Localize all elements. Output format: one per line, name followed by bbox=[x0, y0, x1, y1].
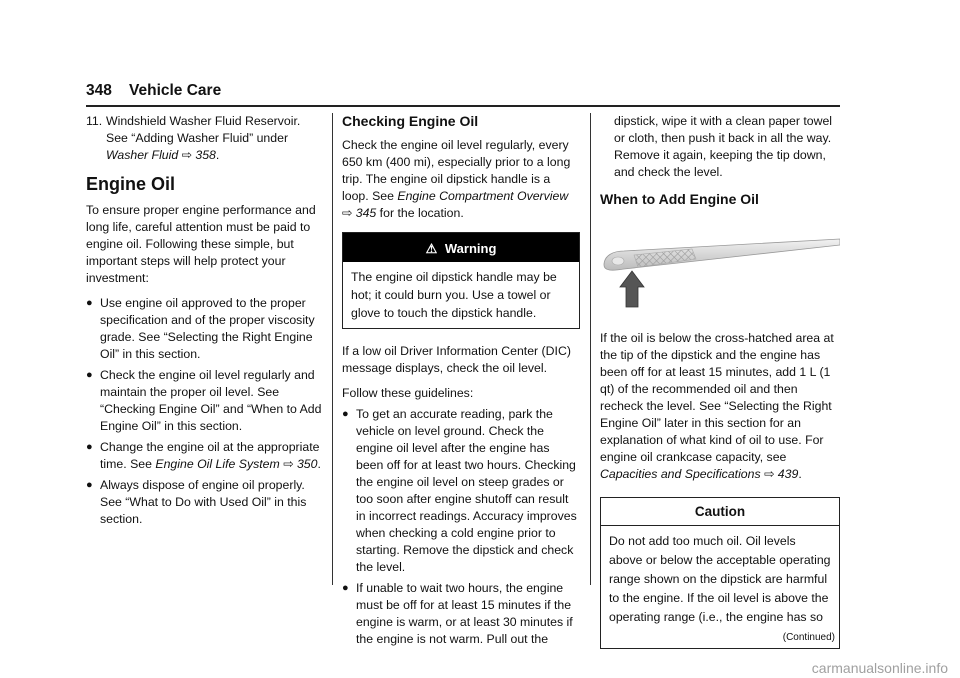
paragraph-text: Check the engine oil level regularly, every 650 km (400 mi), especially prior to a long trip. The engine oil dipstick handle is a loop. See bbox=[342, 138, 571, 203]
paragraph-text: for the location. bbox=[376, 206, 464, 220]
item-number: 11. bbox=[86, 114, 103, 128]
list-item-11 bbox=[86, 113, 322, 164]
page-ref-arrow-icon: ⇨ bbox=[342, 206, 353, 220]
warning-title: Warning bbox=[444, 241, 497, 256]
punctuation: . bbox=[317, 457, 321, 471]
page-header bbox=[86, 78, 840, 106]
list-item bbox=[86, 477, 322, 528]
section-title: Vehicle Care bbox=[129, 82, 222, 99]
caution-box bbox=[600, 497, 840, 649]
continued-label: (Continued) bbox=[782, 632, 835, 643]
punctuation: . bbox=[798, 467, 802, 481]
cross-reference[interactable]: Engine Compartment Overview bbox=[397, 189, 569, 203]
paragraph bbox=[600, 330, 840, 483]
page-ref-link[interactable]: 439 bbox=[777, 467, 799, 481]
list-item bbox=[86, 367, 322, 435]
warning-text: The engine oil dipstick handle may be hot; it could burn you. Use a towel or glove to touch the dipstick handle. bbox=[351, 270, 557, 320]
page-ref-link[interactable]: 358 bbox=[195, 148, 216, 162]
page-ref-link[interactable]: 350 bbox=[296, 457, 318, 471]
page-ref-arrow-icon: ⇨ bbox=[181, 148, 192, 162]
cross-reference[interactable]: Washer Fluid bbox=[106, 148, 179, 162]
continued-text: dipstick, wipe it with a clean paper towel or cloth, then push it back in all the way. Remove it again, keeping the tip down, and check the level. bbox=[614, 114, 833, 179]
page-ref-arrow-icon: ⇨ bbox=[283, 457, 294, 471]
warning-header bbox=[343, 233, 579, 262]
heading-when-to-add-engine-oil: When to Add Engine Oil bbox=[600, 191, 759, 207]
item-text: Windshield Washer Fluid Reservoir. See “Adding Washer Fluid” under bbox=[106, 114, 301, 145]
caution-title: Caution bbox=[601, 498, 839, 526]
bullet-text: Always dispose of engine oil properly. See “What to Do with Used Oil” in this section. bbox=[100, 478, 307, 526]
warning-box bbox=[342, 232, 580, 329]
cross-reference[interactable]: Capacities and Specifications bbox=[600, 467, 761, 481]
bullet-text: Use engine oil approved to the proper specification and of the proper viscosity grade. See “Selecting the Right Engine Oil” in this section. bbox=[100, 296, 315, 361]
bullet-icon: ● bbox=[342, 582, 349, 594]
cross-reference[interactable]: Engine Oil Life System bbox=[155, 457, 280, 471]
page-number: 348 bbox=[86, 82, 112, 99]
punctuation: . bbox=[215, 148, 220, 162]
intro-paragraph: To ensure proper engine performance and long life, careful attention must be paid to engine oil. Following these simple, but important steps will help protect your investment: bbox=[86, 203, 316, 285]
bullet-icon: ● bbox=[86, 441, 93, 453]
paragraph bbox=[342, 137, 580, 222]
list-item bbox=[342, 580, 580, 648]
column-2 bbox=[342, 113, 580, 652]
column-3 bbox=[600, 113, 840, 649]
column-1 bbox=[86, 113, 322, 532]
paragraph: Follow these guidelines: bbox=[342, 386, 474, 400]
bullet-text: Check the engine oil level regularly and maintain the proper oil level. See “Checking Engine Oil” and “When to Add Engine Oil” in this section. bbox=[100, 368, 322, 433]
bullet-text: If unable to wait two hours, the engine must be off for at least 15 minutes if the engine is warm, or at least 30 minutes if the engine is not warm. Pull out the bbox=[356, 581, 573, 646]
header-rule bbox=[86, 105, 840, 107]
bullet-icon: ● bbox=[86, 369, 93, 381]
bullet-text: Change the engine oil at the appropriate time. See bbox=[100, 440, 320, 471]
list-item bbox=[342, 406, 580, 576]
column-divider bbox=[590, 113, 591, 585]
paragraph: If a low oil Driver Information Center (DIC) message displays, check the oil level. bbox=[342, 344, 571, 375]
warning-triangle-icon: ⚠ bbox=[425, 241, 438, 256]
page-ref-link[interactable]: 345 bbox=[355, 206, 377, 220]
heading-checking-engine-oil: Checking Engine Oil bbox=[342, 113, 479, 129]
bullet-icon: ● bbox=[342, 408, 349, 420]
list-item bbox=[86, 439, 322, 473]
bullet-icon: ● bbox=[86, 297, 93, 309]
watermark: carmanualsonline.info bbox=[811, 660, 948, 676]
heading-engine-oil: Engine Oil bbox=[86, 174, 176, 194]
column-divider bbox=[332, 113, 333, 585]
list-item bbox=[86, 295, 322, 363]
page-ref-arrow-icon: ⇨ bbox=[764, 467, 775, 481]
paragraph-text: If the oil is below the cross-hatched area at the tip of the dipstick and the engine has been off for at least 15 minutes, add 1 L (1 qt) of the recommended oil and then recheck the level. See “Selecting the Right Engine Oil” later in this section for an explanation of what kind of oil to use. For engine oil crankcase capacity, see bbox=[600, 331, 834, 464]
bullet-text: To get an accurate reading, park the vehicle on level ground. Check the engine oil level after the engine has been off for at least two hours. Checking the engine oil level on steep grades or too soon after engine shutoff can result in incorrect readings. Accuracy improves when checking a cold engine prior to starting. Remove the dipstick and check the level. bbox=[356, 407, 577, 574]
dipstick-illustration bbox=[600, 225, 840, 313]
bullet-icon: ● bbox=[86, 479, 93, 491]
caution-text: Do not add too much oil. Oil levels above or below the acceptable operating range shown on the dipstick are harmful to the engine. If the oil level is above the operating range (i.e., the engine has so bbox=[609, 534, 831, 624]
